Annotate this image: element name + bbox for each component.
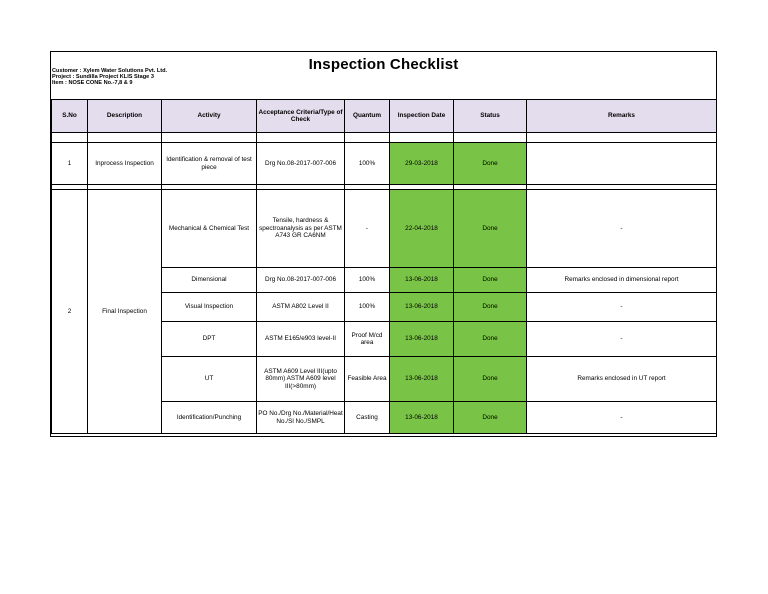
cell-status: Done xyxy=(454,268,527,293)
inspection-sheet xyxy=(50,51,717,437)
col-header-date: Inspection Date xyxy=(390,100,454,133)
cell-activity: Visual Inspection xyxy=(162,293,257,322)
cell-activity: DPT xyxy=(162,322,257,357)
cell-remarks: Remarks enclosed in dimensional report xyxy=(527,268,717,293)
cell-remarks: - xyxy=(527,322,717,357)
cell-sno: 1 xyxy=(52,143,88,185)
cell-quantum: 100% xyxy=(345,143,390,185)
col-header-criteria: Acceptance Criteria/Type of Check xyxy=(257,100,345,133)
cell-activity: Identification & removal of test piece xyxy=(162,143,257,185)
spacer-row xyxy=(52,133,717,143)
cell-criteria: PO No./Drg No./Material/Heat No./Sl No./SMPL xyxy=(257,402,345,434)
cell-remarks: - xyxy=(527,402,717,434)
cell-quantum: Casting xyxy=(345,402,390,434)
cell-activity: Dimensional xyxy=(162,268,257,293)
cell-remarks xyxy=(527,143,717,185)
header-row xyxy=(52,100,717,133)
cell-criteria: ASTM A609 Level III(upto 80mm) ASTM A609 level III(>80mm) xyxy=(257,357,345,402)
cell-status: Done xyxy=(454,143,527,185)
cell-description: Final Inspection xyxy=(88,190,162,434)
col-header-quantum: Quantum xyxy=(345,100,390,133)
cell-remarks: - xyxy=(527,293,717,322)
sheet-header xyxy=(51,52,716,100)
cell-date: 22-04-2018 xyxy=(390,190,454,268)
page-title: Inspection Checklist xyxy=(308,56,459,73)
table-row xyxy=(52,143,717,185)
project-line: Project : Sundilla Project KLIS Stage 3 xyxy=(52,74,154,81)
cell-quantum: Proof M/cd area xyxy=(345,322,390,357)
col-header-description: Description xyxy=(88,100,162,133)
cell-quantum: 100% xyxy=(345,293,390,322)
cell-status: Done xyxy=(454,357,527,402)
col-header-remarks: Remarks xyxy=(527,100,717,133)
cell-date: 29-03-2018 xyxy=(390,143,454,185)
col-header-status: Status xyxy=(454,100,527,133)
table-row xyxy=(52,190,717,268)
cell-sno: 2 xyxy=(52,190,88,434)
cell-quantum: 100% xyxy=(345,268,390,293)
customer-line: Customer : Xylem Water Solutions Pvt. Ltd. xyxy=(52,68,168,74)
cell-criteria: ASTM A802 Level II xyxy=(257,293,345,322)
cell-date: 13-06-2018 xyxy=(390,268,454,293)
cell-status: Done xyxy=(454,190,527,268)
cell-quantum: - xyxy=(345,190,390,268)
cell-criteria: Drg No.08-2017-007-006 xyxy=(257,143,345,185)
item-line: Item : NOSE CONE No.-7,8 & 9 xyxy=(52,80,133,87)
cell-quantum: Feasible Area xyxy=(345,357,390,402)
cell-criteria: Tensile, hardness & spectroanalysis as per ASTM A743 GR CA6NM xyxy=(257,190,345,268)
cell-description: Inprocess Inspection xyxy=(88,143,162,185)
checklist-table xyxy=(51,99,717,434)
cell-remarks: - xyxy=(527,190,717,268)
cell-activity: UT xyxy=(162,357,257,402)
col-header-sno: S.No xyxy=(52,100,88,133)
cell-activity: Identification/Punching xyxy=(162,402,257,434)
cell-criteria: Drg No.08-2017-007-006 xyxy=(257,268,345,293)
cell-date: 13-06-2018 xyxy=(390,402,454,434)
col-header-activity: Activity xyxy=(162,100,257,133)
cell-criteria: ASTM E165/e903 level-II xyxy=(257,322,345,357)
cell-date: 13-06-2018 xyxy=(390,357,454,402)
cell-status: Done xyxy=(454,322,527,357)
cell-remarks: Remarks enclosed in UT report xyxy=(527,357,717,402)
cell-status: Done xyxy=(454,402,527,434)
cell-date: 13-06-2018 xyxy=(390,293,454,322)
cell-activity: Mechanical & Chemical Test xyxy=(162,190,257,268)
cell-date: 13-06-2018 xyxy=(390,322,454,357)
cell-status: Done xyxy=(454,293,527,322)
